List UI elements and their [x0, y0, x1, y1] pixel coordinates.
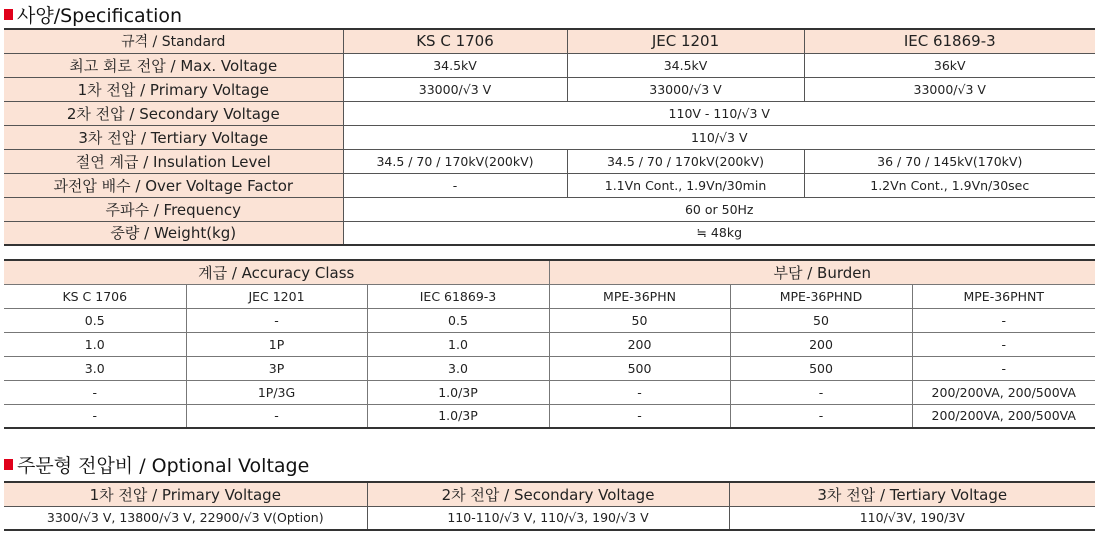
accuracy-group-row	[4, 260, 1095, 284]
jec-column-header: JEC 1201	[186, 284, 367, 308]
table-cell: 1P	[186, 332, 367, 356]
table-cell: -	[4, 404, 186, 428]
table-cell: 3.0	[4, 356, 186, 380]
frequency-label: 주파수 / Frequency	[4, 197, 343, 221]
tertiary-voltage-value: 110/√3 V	[343, 125, 1095, 149]
table-cell: -	[730, 404, 912, 428]
optional-voltage-title-text: 주문형 전압비 / Optional Voltage	[17, 455, 310, 477]
accuracy-burden-table	[4, 259, 1095, 429]
optional-primary-value: 3300/√3 V, 13800/√3 V, 22900/√3 V(Option)	[4, 506, 367, 530]
table-cell: 50	[549, 308, 730, 332]
table-cell: -	[549, 380, 730, 404]
table-cell: 0.5	[4, 308, 186, 332]
table-cell: -	[549, 404, 730, 428]
optional-voltage-title	[4, 451, 309, 478]
primary-voltage-label: 1차 전압 / Primary Voltage	[4, 77, 343, 101]
max-voltage-ks: 34.5kV	[343, 53, 567, 77]
table-cell: 500	[730, 356, 912, 380]
tertiary-voltage-label: 3차 전압 / Tertiary Voltage	[4, 125, 343, 149]
table-cell: -	[912, 332, 1095, 356]
iec-header: IEC 61869-3	[804, 29, 1095, 53]
ks-header: KS C 1706	[343, 29, 567, 53]
weight-row	[4, 221, 1095, 245]
table-cell: 1.0/3P	[367, 404, 549, 428]
specification-title-text: 사양/Specification	[17, 5, 183, 27]
optional-values-row	[4, 506, 1095, 530]
table-row	[4, 308, 1095, 332]
specification-title	[4, 1, 182, 28]
specification-table	[4, 28, 1095, 246]
over-voltage-factor-row	[4, 173, 1095, 197]
secondary-voltage-label: 2차 전압 / Secondary Voltage	[4, 101, 343, 125]
optional-secondary-value: 110-110/√3 V, 110/√3, 190/√3 V	[367, 506, 729, 530]
optional-header-row	[4, 482, 1095, 506]
over-voltage-factor-label: 과전압 배수 / Over Voltage Factor	[4, 173, 343, 197]
table-cell: 1.0/3P	[367, 380, 549, 404]
ks-column-header: KS C 1706	[4, 284, 186, 308]
spec-header-row	[4, 29, 1095, 53]
max-voltage-label: 최고 회로 전압 / Max. Voltage	[4, 53, 343, 77]
table-cell: 1.0	[367, 332, 549, 356]
optional-primary-header: 1차 전압 / Primary Voltage	[4, 482, 367, 506]
max-voltage-row	[4, 53, 1095, 77]
optional-tertiary-value: 110/√3V, 190/3V	[729, 506, 1095, 530]
weight-value: ≒ 48kg	[343, 221, 1095, 245]
mpe-36phnt-header: MPE-36PHNT	[912, 284, 1095, 308]
optional-tertiary-header: 3차 전압 / Tertiary Voltage	[729, 482, 1095, 506]
insulation-level-jec: 34.5 / 70 / 170kV(200kV)	[567, 149, 804, 173]
accuracy-column-row	[4, 284, 1095, 308]
tertiary-voltage-row	[4, 125, 1095, 149]
table-cell: -	[730, 380, 912, 404]
primary-voltage-ks: 33000/√3 V	[343, 77, 567, 101]
table-cell: 200	[549, 332, 730, 356]
primary-voltage-iec: 33000/√3 V	[804, 77, 1095, 101]
square-bullet-icon	[4, 459, 13, 470]
insulation-level-ks: 34.5 / 70 / 170kV(200kV)	[343, 149, 567, 173]
table-cell: -	[912, 308, 1095, 332]
max-voltage-iec: 36kV	[804, 53, 1095, 77]
jec-header: JEC 1201	[567, 29, 804, 53]
table-cell: 500	[549, 356, 730, 380]
primary-voltage-jec: 33000/√3 V	[567, 77, 804, 101]
table-row	[4, 332, 1095, 356]
over-voltage-factor-iec: 1.2Vn Cont., 1.9Vn/30sec	[804, 173, 1095, 197]
table-cell: 0.5	[367, 308, 549, 332]
over-voltage-factor-ks: -	[343, 173, 567, 197]
table-cell: 3P	[186, 356, 367, 380]
table-cell: 50	[730, 308, 912, 332]
table-cell: 200/200VA, 200/500VA	[912, 380, 1095, 404]
square-bullet-icon	[4, 9, 13, 20]
table-cell: -	[186, 404, 367, 428]
table-cell: -	[912, 356, 1095, 380]
standard-header: 규격 / Standard	[4, 29, 343, 53]
burden-header: 부담 / Burden	[549, 260, 1095, 284]
table-cell: 1P/3G	[186, 380, 367, 404]
table-cell: 3.0	[367, 356, 549, 380]
table-row	[4, 356, 1095, 380]
table-row	[4, 404, 1095, 428]
iec-column-header: IEC 61869-3	[367, 284, 549, 308]
secondary-voltage-value: 110V - 110/√3 V	[343, 101, 1095, 125]
optional-secondary-header: 2차 전압 / Secondary Voltage	[367, 482, 729, 506]
over-voltage-factor-jec: 1.1Vn Cont., 1.9Vn/30min	[567, 173, 804, 197]
table-cell: 1.0	[4, 332, 186, 356]
mpe-36phn-header: MPE-36PHN	[549, 284, 730, 308]
frequency-row	[4, 197, 1095, 221]
optional-voltage-table	[4, 481, 1095, 531]
table-cell: 200/200VA, 200/500VA	[912, 404, 1095, 428]
weight-label: 중량 / Weight(kg)	[4, 221, 343, 245]
primary-voltage-row	[4, 77, 1095, 101]
insulation-level-label: 절연 계급 / Insulation Level	[4, 149, 343, 173]
table-cell: -	[186, 308, 367, 332]
max-voltage-jec: 34.5kV	[567, 53, 804, 77]
accuracy-class-header: 계급 / Accuracy Class	[4, 260, 549, 284]
secondary-voltage-row	[4, 101, 1095, 125]
insulation-level-row	[4, 149, 1095, 173]
frequency-value: 60 or 50Hz	[343, 197, 1095, 221]
table-row	[4, 380, 1095, 404]
mpe-36phnd-header: MPE-36PHND	[730, 284, 912, 308]
table-cell: -	[4, 380, 186, 404]
insulation-level-iec: 36 / 70 / 145kV(170kV)	[804, 149, 1095, 173]
table-cell: 200	[730, 332, 912, 356]
